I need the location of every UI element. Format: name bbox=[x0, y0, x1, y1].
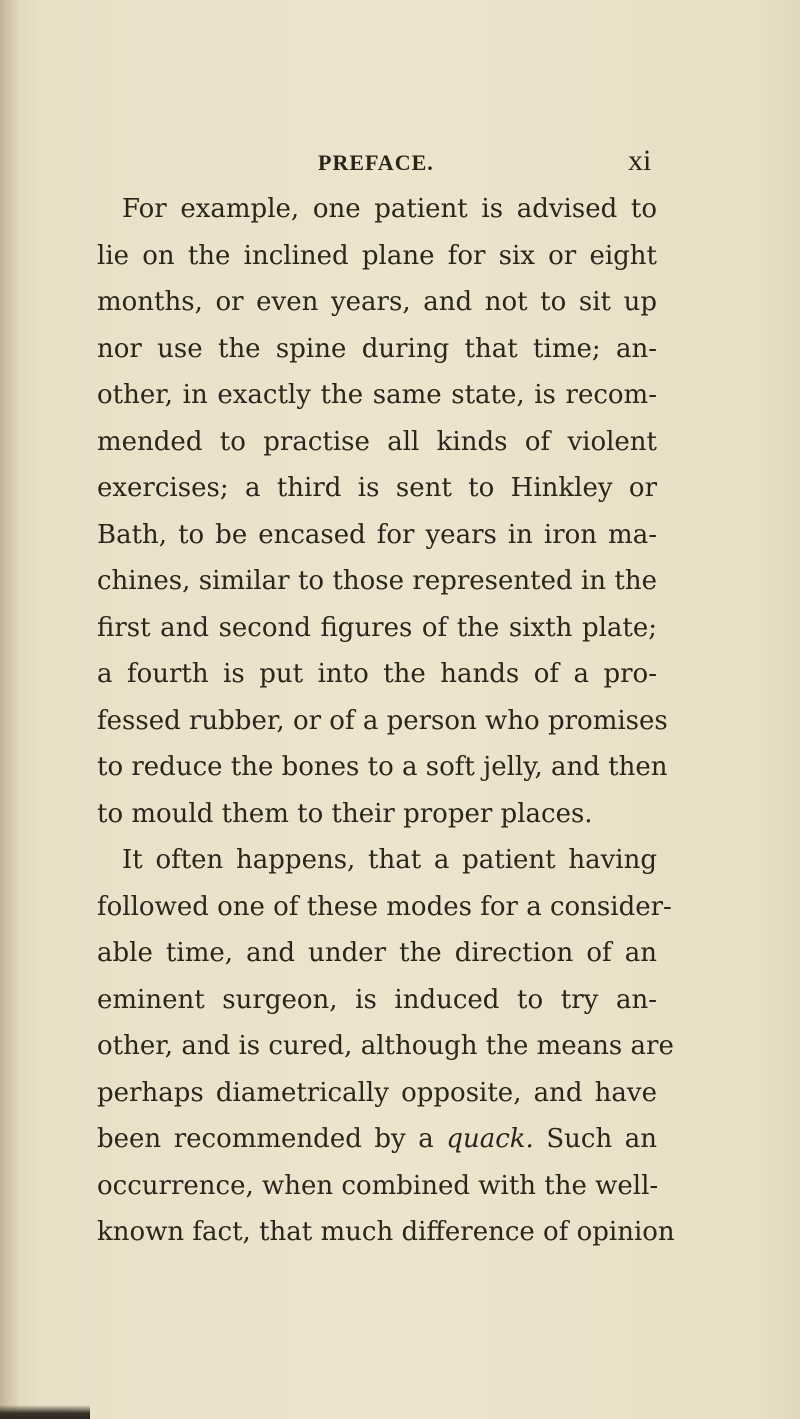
text-line: eminent surgeon, is induced to try an- bbox=[97, 984, 657, 1015]
text-line: fessed rubber, or of a person who promises bbox=[97, 705, 668, 736]
text-line bbox=[97, 1116, 657, 1163]
text-line: perhaps diametrically opposite, and have bbox=[97, 1077, 657, 1108]
page-corner-shadow bbox=[0, 1405, 90, 1419]
page-number: xi bbox=[628, 144, 652, 177]
body-text bbox=[97, 186, 675, 1256]
text-line: Bath, to be encased for years in iron ma- bbox=[97, 519, 657, 550]
running-title: PREFACE. bbox=[318, 150, 434, 175]
text-line: other, in exactly the same state, is recom- bbox=[97, 380, 657, 410]
text-line: first and second figures of the sixth plate; bbox=[97, 612, 657, 643]
text-line: to mould them to their proper places. bbox=[97, 798, 593, 829]
text-line: a fourth is put into the hands of a pro- bbox=[97, 659, 657, 689]
binding-edge bbox=[0, 0, 20, 1419]
text-line: lie on the inclined plane for six or eight bbox=[97, 240, 657, 271]
text-line: occurrence, when combined with the well- bbox=[97, 1170, 659, 1201]
text-line: months, or even years, and not to sit up bbox=[97, 287, 657, 317]
text-line: nor use the spine during that time; an- bbox=[97, 333, 657, 364]
text-line: exercises; a third is sent to Hinkley or bbox=[97, 473, 657, 503]
text-line: It often happens, that a patient having bbox=[122, 845, 657, 875]
text-line: other, and is cured, although the means are bbox=[97, 1031, 674, 1061]
text-line: mended to practise all kinds of violent bbox=[97, 426, 657, 457]
text-line: to reduce the bones to a soft jelly, and then bbox=[97, 752, 668, 782]
running-head bbox=[0, 144, 800, 180]
text-line: able time, and under the direction of an bbox=[97, 938, 657, 968]
text-run: been recommended by a bbox=[97, 1124, 447, 1154]
text-line: followed one of these modes for a consider- bbox=[97, 891, 672, 922]
text-line: For example, one patient is advised to bbox=[122, 194, 657, 224]
text-line: known fact, that much difference of opinion bbox=[97, 1217, 675, 1247]
text-line: chines, similar to those represented in the bbox=[97, 566, 657, 596]
italic-word: quack. bbox=[446, 1124, 534, 1154]
text-run: Such an bbox=[533, 1124, 658, 1154]
